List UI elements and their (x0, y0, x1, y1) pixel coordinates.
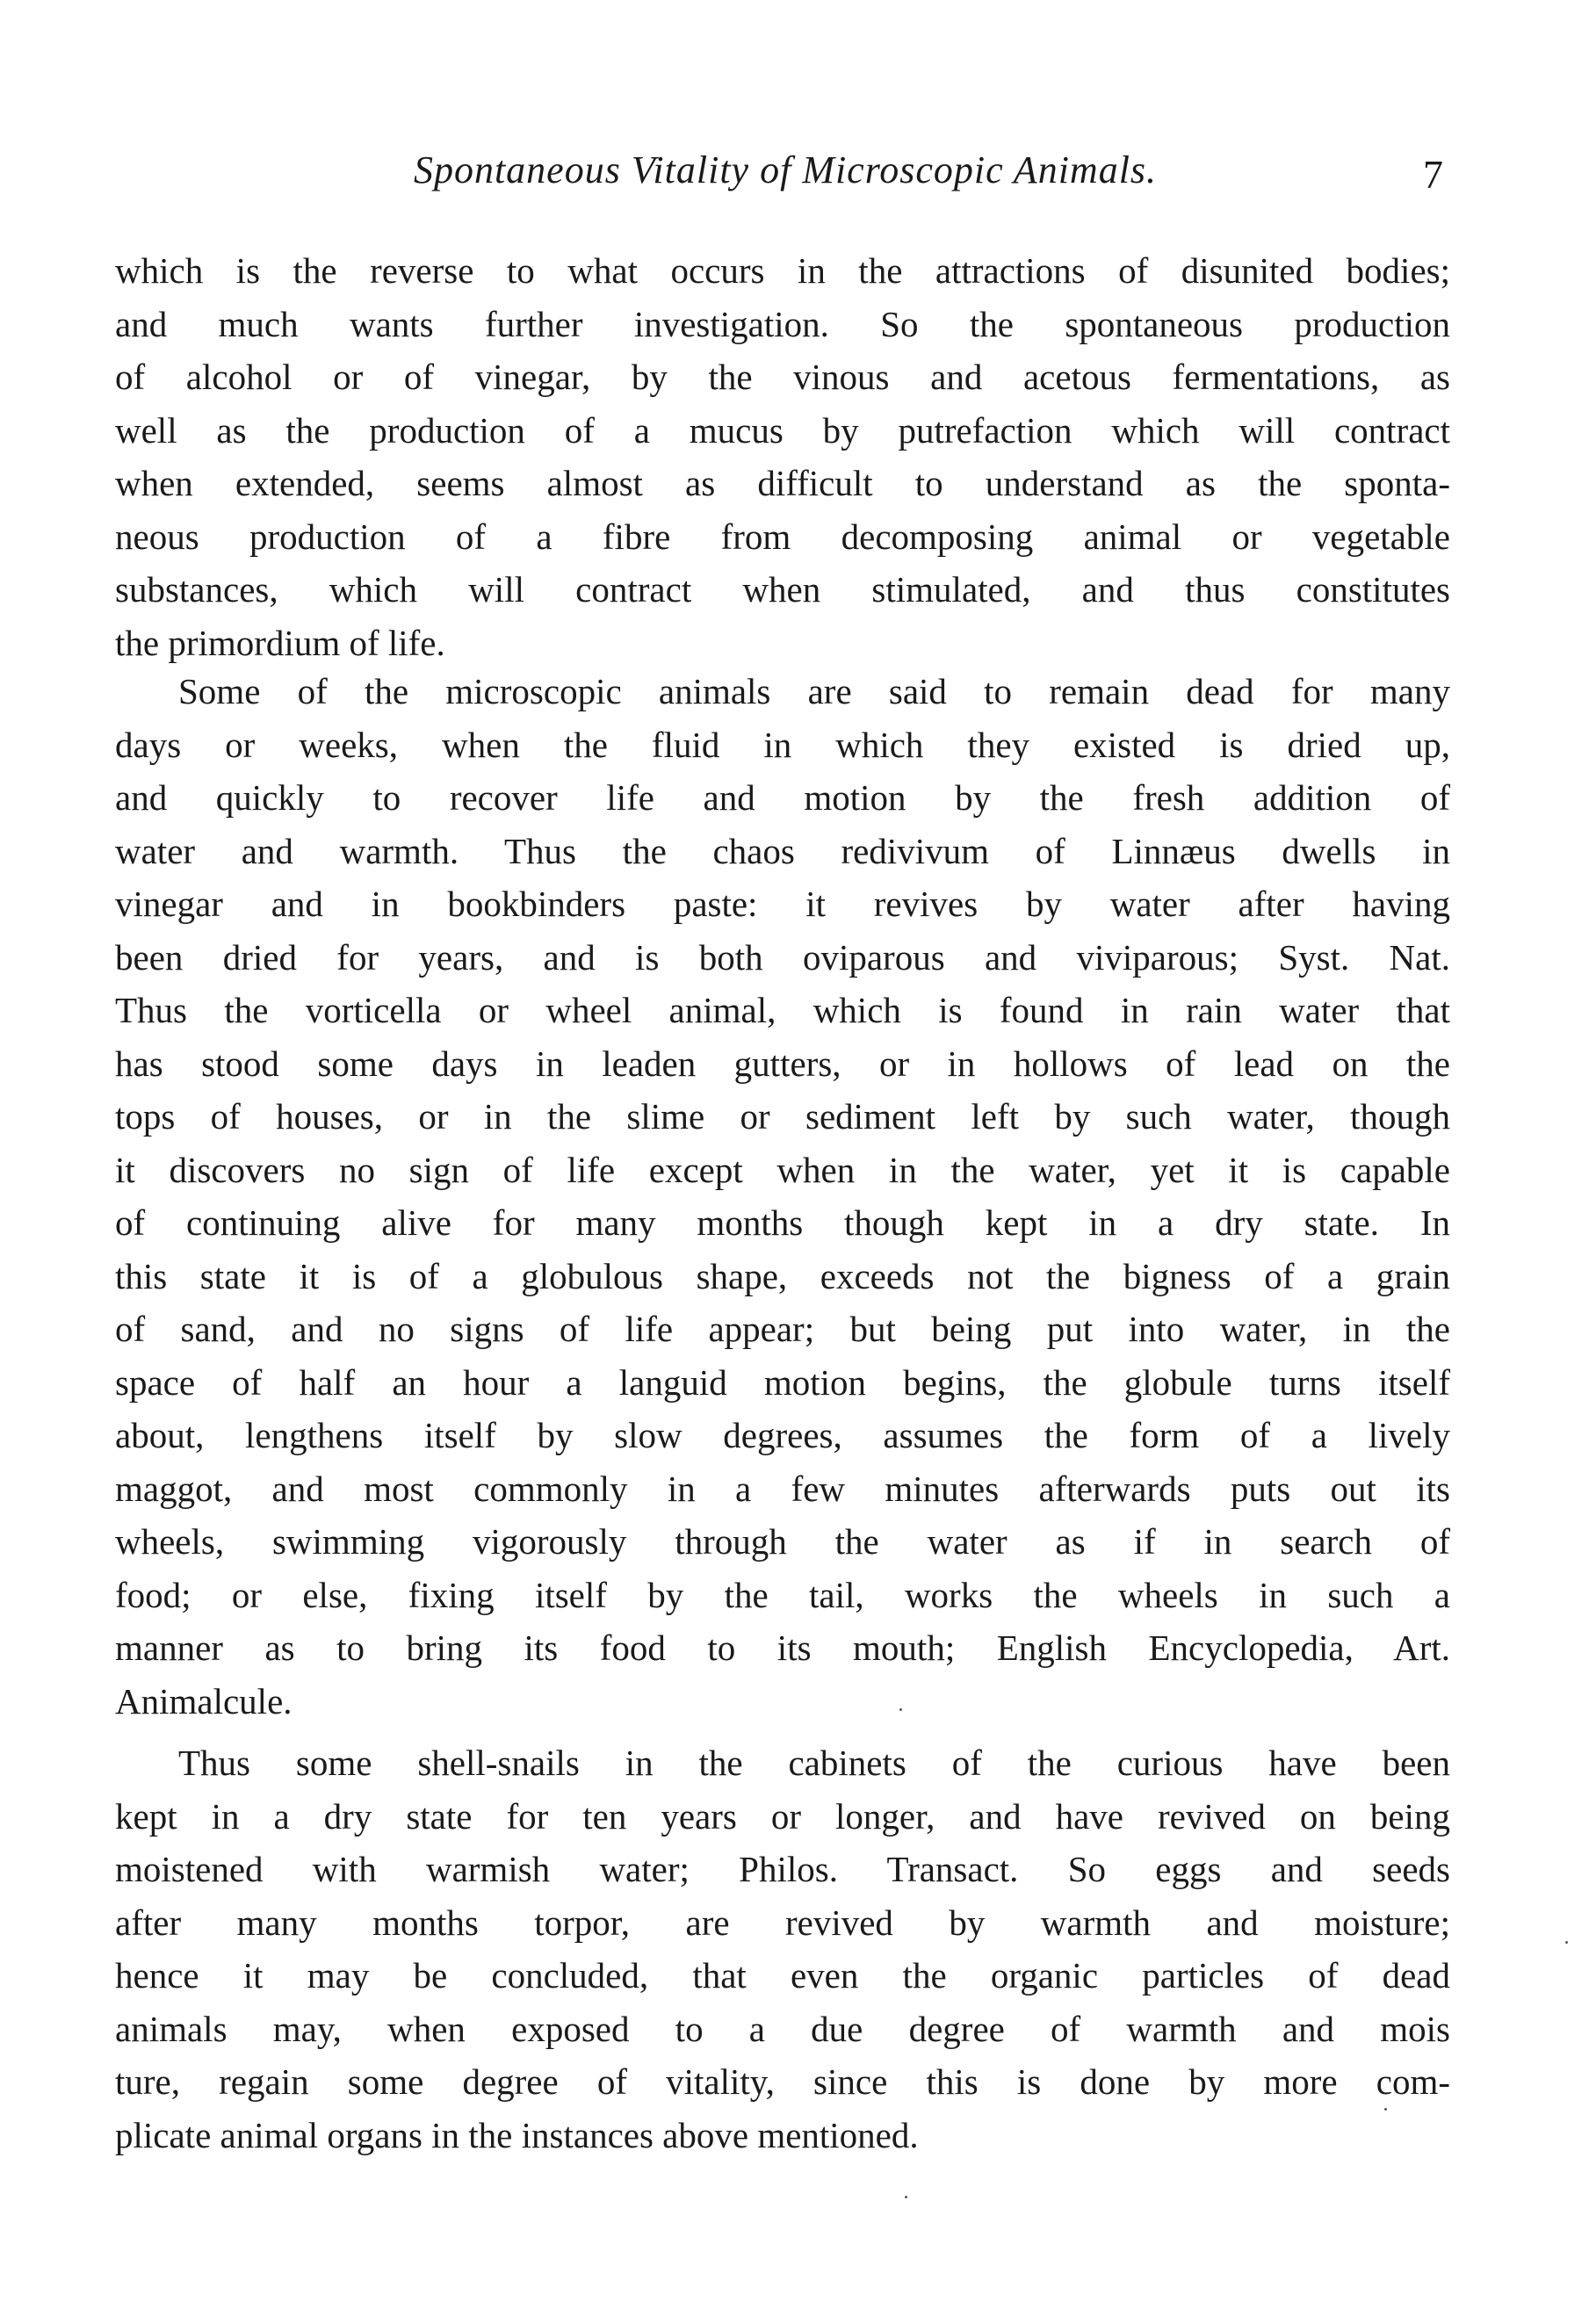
paragraph (115, 665, 1450, 1728)
text-line: after many months torpor, are revived by warmth and moisture; (115, 1902, 1450, 1943)
text-line: well as the production of a mucus by putrefaction which will contract (115, 409, 1450, 451)
text-line: the primordium of life. (115, 622, 445, 663)
paragraph (115, 1736, 1450, 2162)
text-line: of alcohol or of vinegar, by the vinous and acetous fermentations, as (115, 357, 1450, 397)
text-line: this state it is of a globulous shape, exceeds not the bigness of a grain (115, 1255, 1450, 1296)
text-line: tops of houses, or in the slime or sediment left by such water, though (115, 1096, 1450, 1137)
text-line: been dried for years, and is both oviparous and viviparous; Syst. Nat. (115, 936, 1450, 978)
text-line: of continuing alive for many months though kept in a dry state. In (115, 1202, 1450, 1243)
text-line: and much wants further investigation. So the spontaneous production (115, 303, 1450, 344)
text-line: wheels, swimming vigorously through the water as if in search of (115, 1521, 1450, 1562)
print-speck (1565, 1941, 1568, 1944)
text-line: Thus the vorticella or wheel animal, which is found in rain water that (115, 990, 1450, 1030)
text-line: days or weeks, when the fluid in which they existed is dried up, (115, 724, 1450, 765)
text-line: of sand, and no signs of life appear; but being put into water, in the (115, 1309, 1450, 1349)
text-line: kept in a dry state for ten years or longer, and have revived on being (115, 1795, 1450, 1837)
text-line: animals may, when exposed to a due degree of warmth and mois (115, 2008, 1450, 2049)
print-speck (905, 2196, 907, 2198)
text-line: manner as to bring its food to its mouth; English Encyclopedia, Art. (115, 1628, 1450, 1668)
paragraph (115, 244, 1450, 669)
running-header (0, 148, 1596, 209)
text-line: about, lengthens itself by slow degrees, assumes the form of a lively (115, 1415, 1450, 1455)
text-line: food; or else, fixing itself by the tail, works the wheels in such a (115, 1574, 1450, 1615)
text-line: hence it may be concluded, that even the organic particles of dead (115, 1955, 1450, 1996)
running-title: Spontaneous Vitality of Microscopic Animals. (413, 148, 1158, 191)
text-line: vinegar and in bookbinders paste: it revives by water after having (115, 884, 1450, 924)
text-line: ture, regain some degree of vitality, since this is done by more com- (115, 2061, 1450, 2102)
text-line: when extended, seems almost as difficult to understand as the sponta- (115, 463, 1450, 503)
text-line: plicate animal organs in the instances above mentioned. (115, 2114, 919, 2155)
text-line: neous production of a fibre from decomposing animal or vegetable (115, 516, 1450, 557)
text-line: moistened with warmish water; Philos. Transact. So eggs and seeds (115, 1849, 1450, 1889)
print-speck (899, 1708, 902, 1711)
text-line: space of half an hour a languid motion begins, the globule turns itself (115, 1361, 1450, 1403)
text-line: Thus some shell-snails in the cabinets of the curious have been (178, 1743, 1450, 1783)
text-line: Some of the microscopic animals are said to remain dead for many (178, 671, 1450, 711)
text-line: water and warmth. Thus the chaos redivivum of Linnæus dwells in (115, 830, 1450, 871)
text-line: maggot, and most commonly in a few minutes afterwards puts out its (115, 1468, 1450, 1509)
text-line: and quickly to recover life and motion by the fresh addition of (115, 777, 1450, 818)
text-line: substances, which will contract when stimulated, and thus constitutes (115, 569, 1450, 610)
text-line: Animalcule. (115, 1680, 292, 1721)
text-line: has stood some days in leaden gutters, or in hollows of lead on the (115, 1043, 1450, 1084)
text-line: which is the reverse to what occurs in the attractions of disunited bodies; (115, 250, 1450, 291)
text-line: it discovers no sign of life except when in the water, yet it is capable (115, 1149, 1450, 1190)
print-speck (1384, 2108, 1387, 2111)
page-number: 7 (1423, 152, 1443, 197)
